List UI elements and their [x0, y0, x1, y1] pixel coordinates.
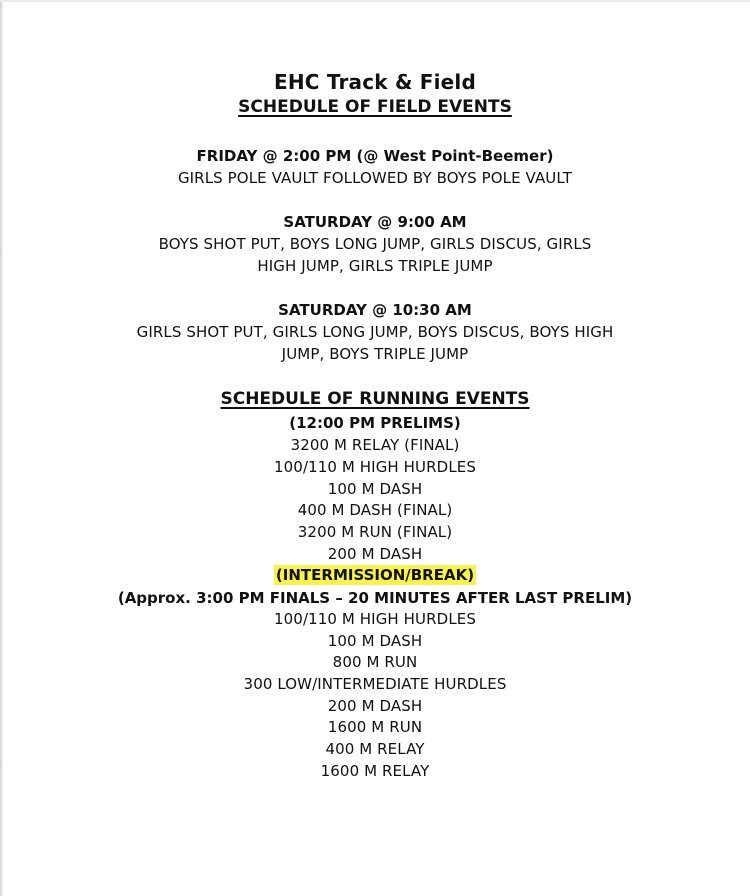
- finals-header: (Approx. 3:00 PM FINALS – 20 MINUTES AFTER LAST PRELIM): [117, 589, 633, 607]
- final-event: 1600 M RUN: [327, 718, 423, 736]
- final-event: 300 LOW/INTERMEDIATE HURDLES: [243, 675, 507, 693]
- prelim-event: 3200 M RUN (FINAL): [297, 523, 453, 541]
- saturday-9am-events-line-1: BOYS SHOT PUT, BOYS LONG JUMP, GIRLS DISCUS, GIRLS: [158, 235, 592, 253]
- final-event: 100/110 M HIGH HURDLES: [274, 610, 476, 628]
- document-title: EHC Track & Field: [273, 70, 477, 94]
- final-event: 1600 M RELAY: [320, 762, 430, 780]
- prelims-header: (12:00 PM PRELIMS): [289, 414, 461, 432]
- final-event: 800 M RUN: [332, 653, 418, 671]
- prelim-event: 3200 M RELAY (FINAL): [290, 436, 460, 454]
- prelim-event: 100/110 M HIGH HURDLES: [274, 458, 476, 476]
- prelim-event: 200 M DASH: [327, 545, 423, 563]
- saturday-9am-header: SATURDAY @ 9:00 AM: [283, 213, 467, 231]
- final-event: 400 M RELAY: [325, 740, 425, 758]
- running-events-heading: SCHEDULE OF RUNNING EVENTS: [220, 389, 530, 409]
- saturday-9am-events-line-2: HIGH JUMP, GIRLS TRIPLE JUMP: [257, 257, 493, 275]
- final-event: 100 M DASH: [327, 632, 423, 650]
- final-event: 200 M DASH: [327, 697, 423, 715]
- prelim-event: 100 M DASH: [327, 480, 423, 498]
- saturday-1030am-events-line-2: JUMP, BOYS TRIPLE JUMP: [281, 345, 469, 363]
- saturday-1030am-events-line-1: GIRLS SHOT PUT, GIRLS LONG JUMP, BOYS DISCUS, BOYS HIGH: [136, 323, 614, 341]
- intermission-label: [0, 568, 750, 583]
- prelim-event: 400 M DASH (FINAL): [297, 501, 453, 519]
- friday-session-events: GIRLS POLE VAULT FOLLOWED BY BOYS POLE VAULT: [177, 169, 573, 187]
- friday-session-header: FRIDAY @ 2:00 PM (@ West Point-Beemer): [196, 147, 554, 165]
- saturday-1030am-header: SATURDAY @ 10:30 AM: [278, 301, 472, 319]
- page-top-edge: [0, 0, 750, 2]
- intermission-highlight: (INTERMISSION/BREAK): [275, 566, 475, 584]
- field-events-heading: SCHEDULE OF FIELD EVENTS: [238, 97, 512, 117]
